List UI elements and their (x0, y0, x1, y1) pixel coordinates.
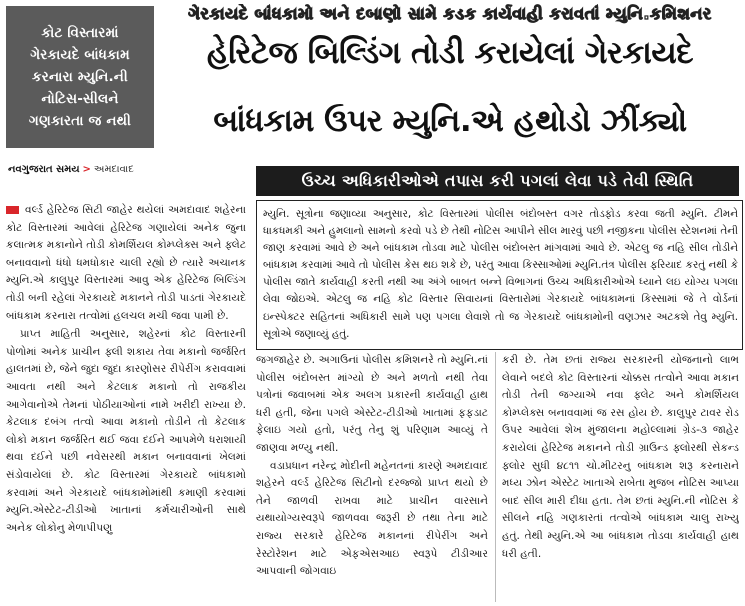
red-marker-icon (6, 206, 19, 214)
byline-place: અમદાવાદ (93, 164, 134, 175)
boxed-story-text: મ્યુનિ. સૂત્રોના જણાવ્યા અનુસાર, કોટ વિસ્તારમાં પોલીસ બંદોબસ્ત વગર તોડફોડ કરવા જતી મ્યુનિ. ટીમને ધાકધમકી અને હુમલાનો સામનો કરવો પડે છે તેથી નોટિસ આપીને સીલ મારવું પછી નજીકના પોલીસ સ્ટેશનમાં તેની જાણ કરવામાં આવે છે અને બાંધકામ તોડવા માટે પોલીસ બંદોબસ્ત માંગવામાં આવે છે. એટલુ જ નહિ સીલ તોડીને બાંધકામ કરવામાં આવે તો પોલીસ કેસ થઇ શકે છે, પરંતુ આવા કિસ્સાઓમાં મ્યુનિ.તંત્ર પોલીસ ફરિયાદ કરતું નથી કે પોલીસ જાતે કાર્યવાહી કરતી નથી આ અંગે બાબત બન્ને વિભાગનાં ઉચ્ચ અધિકારીઓએ ધ્યાને લઇ યોગ્ય પગલા લેવા જોઇએ. એટલુ જ નહિ કોટ વિસ્તાર સિવાયનાં વિસ્તારોમાં ગેરકાયદે બાંધકામનાં કિસ્સામાં જે તે વોર્ડનાં ઇન્સ્પેક્ટર સહિતનાં અધિકારી સામે પણ પગલા લેવાશે તો જ ગેરકાયદે બાંધકામોની વણઝાર અટકશે તેવુ મ્યુનિ. સૂત્રોએ જણાવ્યું હતું. (263, 208, 738, 340)
headline-line-1: હેરિટેજ બિલ્ડિંગ તોડી કરાયેલાં ગેરકાયદે (206, 35, 694, 71)
headline-line-2: બાંધકામ ઉપર મ્યુનિ.એ હથોડો ઝીંક્યો (213, 103, 687, 139)
article-paragraph: જગજાહેર છે. અગાઉનાં પોલીસ કમિશનરે તો મ્યુનિ.નાં પોલીસ બંદોબસ્ત માંગ્યો છે અને મળતો નથી તેવા પત્રોનાં જવાબમાં એક અલગ પ્રકારની કાર્યવાહી હાથ ધરી હતી, જેના પગલે એસ્ટેટ-ટીડીઓ ખાતામાં ફફડાટ ફેલાઇ ગયો હતો, પરંતુ તેનુ શું પરિણામ આવ્યું તે જાણવા મળ્યુ નથી. (256, 354, 488, 454)
sub-headline-banner: ઉચ્ચ અધિકારીઓએ તપાસ કરી પગલાં લેવા પડે તેવી સ્થિતિ (256, 166, 739, 196)
byline-source: નવગુજરાત સમય (8, 164, 80, 175)
article-column-2 (256, 352, 488, 602)
article-paragraph: કરી છે. તેમ છતાં રાજ્ય સરકારની યોજનાનો લાભ લેવાને બદલે કોટ વિસ્તારનાં ચોક્કસ તત્વોને આવા મકાન તોડી તેની જગ્યાએ નવા ફ્લેટ અને કોમર્શિયલ કોમ્પ્લેક્સ બનાવવામાં જ રસ હોય છે. કાલુપુર ટાવર રોડ ઉપર આવેલાં શેખ મુંજાલના મહોલ્લામાં ગ્રેડ-૩ જાહેર કરાયેલાં હેરિટેજ મકાનને તોડી ગ્રાઉન્ડ ફ્લોરથી સેકન્ડ ફ્લોર સુધી ૪૮૧૧ ચો.મીટરનુ બાંધકામ શરૂ કરનારાને મધ્ય ઝોન એસ્ટેટ ખાતાએ રાબેતા મુજબ નોટિસ આપ્યા બાદ સીલ મારી દીધા હતા. તેમ છતાં મ્યુનિ.ની નોટિસ કે સીલને નહિ ગણકારતાં તત્વોએ બાંધકામ ચાલુ રાખ્યુ હતું. તેથી મ્યુનિ.એ આ બાંધકામ તોડવા કાર્યવાહી હાથ ધરી હતી. (502, 354, 739, 560)
article-column-3 (502, 352, 739, 602)
sidebar-highlight-text: કોટ વિસ્તારમાં ગેરકાયદે બાંધકામ કરનારા મ્યુનિ.ની નોટિસ-સીલને ગણકારતા જ નથી (28, 25, 132, 129)
sidebar-highlight-box (6, 6, 154, 148)
column-divider (495, 352, 496, 602)
byline (8, 164, 134, 175)
article-column-1 (6, 202, 246, 602)
article-paragraph: વડાપ્રધાન નરેન્દ્ર મોદીની મહેનતનાં કારણે અમદાવાદ શહેરને વર્લ્ડ હેરિટેજ સિટીનો દરજ્જો પ્રાપ્ત થયો છે તેને જાળવી રાખવા માટે પ્રાચીન વારસાને યથાયોગ્યસ્વરૂપે જાળવવા જરૂરી છે તથા તેના માટે રાજ્ય સરકારે હેરિટેજ મકાનનાં રીપેરીંગ અને રેસ્ટોરેશન માટે એફએસઆઇ સ્વરૂપે ટીડીઆર આપવાની જોગવાઇ (256, 459, 488, 578)
article-paragraph-text: વર્લ્ડ હેરિટેજ સિટી જાહેર થયેલાં અમદાવાદ શહેરના કોટ વિસ્તારમાં આવેલાં હેરિટેજ ગણાયેલાં અનેક જુના કલાત્મક મકાનોને તોડી કોમર્શિયલ કોમ્પ્લેક્સ અને ફ્લેટ બનાવવાનો ધંધો ધમધોકાર ચાલી રહ્યો છે ત્યારે અચાનક મ્યુનિ.એ કાલુપુર વિસ્તારમાં આવુ એક હેરિટેજ બિલ્ડિંગ તોડી બની રહેલાં ગેરકાયદે મકાનને તોડી પાડતાં ગેરકાયદે બાંધકામ કરનારા તત્વોમાં હલચલ મચી જવા પામી છે. (6, 204, 246, 322)
article-paragraph (6, 202, 246, 325)
headline-kicker: ગેરકાયદે બાંધકામો અને દબાણો સામે કડક કાર્યવાહી કરાવતાં મ્યુનિ.કમિશનર (188, 4, 712, 23)
byline-separator: > (82, 164, 91, 175)
article-paragraph: પ્રાપ્ત માહિતી અનુસાર, શહેરનાં કોટ વિસ્તારની પોળોમાં અનેક પ્રાચીન ફ્લી શકાય તેવા મકાનો જર્જરિત હાલતમાં છે, જેને જુદા જુદા કારણોસર રીપેરીંગ કરાવવામાં આવતા નથી અને કેટલાક મકાનો તો રાજકીય આગેવાનોએ તેમનાં પોઠીયાઓનાં નામે ખરીદી રાખ્યા છે. કેટલાક દબંગ તત્વો આવા મકાનો તોડીને તો કેટલાક લોકો મકાન જર્જરિત થઈ જવા દઈને આપમેળે ધરાશાયી થવા દઈને પછી નવેસરથી મકાન બનાવવાનાં ખેલમાં સંડોવાયેલાં છે. કોટ વિસ્તારમાં ગેરકાયદે બાંધકામો કરવામાં અને ગેરકાયદે બાંધકામોમાંથી કમાણી કરવામાં મ્યુનિ.એસ્ટેટ-ટીડીઓ ખાતાનાં કર્મચારીઓની સાથે અનેક લોકોનુ મેળાપીપણુ (6, 328, 246, 534)
boxed-sidebar-story (256, 200, 743, 350)
